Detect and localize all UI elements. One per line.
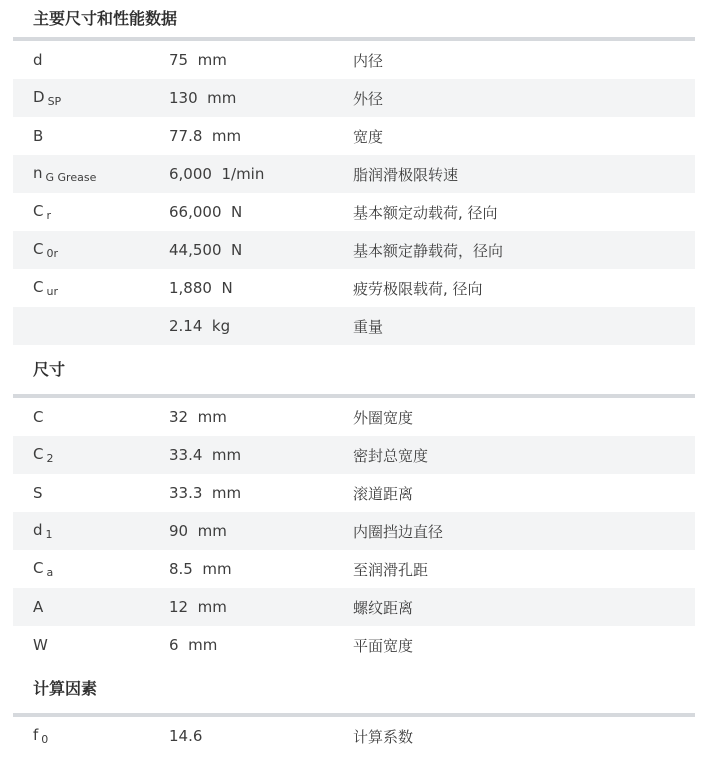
symbol: C bbox=[33, 240, 44, 258]
value-cell: 8.5 mm bbox=[169, 560, 232, 578]
description-cell: 螺纹距离 bbox=[353, 598, 414, 617]
symbol-cell bbox=[13, 588, 169, 626]
symbol-subscript: 0r bbox=[46, 247, 59, 260]
value-cell: 12 mm bbox=[169, 598, 227, 616]
symbol-subscript: ur bbox=[46, 285, 58, 298]
description-cell: 外圈宽度 bbox=[353, 408, 414, 427]
table-row bbox=[13, 550, 695, 588]
value-cell: 1,880 N bbox=[169, 279, 233, 297]
symbol-cell bbox=[13, 512, 169, 550]
symbol-cell bbox=[13, 436, 169, 474]
table-row bbox=[13, 41, 695, 79]
symbol-subscript: r bbox=[46, 209, 52, 222]
value-cell: 90 mm bbox=[169, 522, 227, 540]
symbol: C bbox=[33, 202, 44, 220]
symbol-cell bbox=[13, 550, 169, 588]
symbol: d bbox=[33, 51, 43, 69]
symbol-cell bbox=[13, 41, 169, 79]
table-row bbox=[13, 717, 695, 755]
symbol: W bbox=[33, 636, 48, 654]
symbol: C bbox=[33, 445, 44, 463]
symbol: B bbox=[33, 127, 44, 145]
spec-table-dimensions bbox=[13, 398, 695, 664]
description-cell: 计算系数 bbox=[353, 727, 414, 746]
symbol-cell bbox=[13, 231, 169, 269]
symbol: D bbox=[33, 88, 45, 106]
symbol-subscript: SP bbox=[47, 95, 62, 108]
description-cell: 至润滑孔距 bbox=[353, 560, 429, 579]
value-cell: 130 mm bbox=[169, 89, 237, 107]
symbol-cell bbox=[13, 117, 169, 155]
value-cell: 66,000 N bbox=[169, 203, 243, 221]
symbol-subscript: 0 bbox=[41, 733, 49, 746]
symbol-subscript: a bbox=[46, 566, 54, 579]
spec-table-calculation bbox=[13, 717, 695, 755]
symbol-cell bbox=[13, 269, 169, 307]
value-cell: 6 mm bbox=[169, 636, 218, 654]
description-cell: 基本额定动载荷, 径向 bbox=[353, 203, 498, 222]
symbol-subscript: 2 bbox=[46, 452, 54, 465]
symbol-cell bbox=[13, 307, 169, 345]
value-cell: 32 mm bbox=[169, 408, 227, 426]
description-cell: 密封总宽度 bbox=[353, 446, 429, 465]
value-cell: 33.4 mm bbox=[169, 446, 242, 464]
symbol: C bbox=[33, 278, 44, 296]
symbol: d bbox=[33, 521, 43, 539]
table-row bbox=[13, 474, 695, 512]
section-title-calculation-factors: 计算因素 bbox=[33, 679, 98, 698]
value-cell: 2.14 kg bbox=[169, 317, 231, 335]
description-cell: 宽度 bbox=[353, 127, 384, 146]
value-cell: 6,000 1/min bbox=[169, 165, 265, 183]
description-cell: 基本额定静载荷，径向 bbox=[353, 241, 504, 260]
description-cell: 脂润滑极限转速 bbox=[353, 165, 459, 184]
symbol-cell bbox=[13, 474, 169, 512]
table-row bbox=[13, 79, 695, 117]
symbol-subscript: 1 bbox=[45, 528, 53, 541]
symbol: A bbox=[33, 598, 44, 616]
symbol-cell bbox=[13, 155, 169, 193]
description-cell: 内圈挡边直径 bbox=[353, 522, 444, 541]
value-cell: 14.6 bbox=[169, 727, 203, 745]
value-cell: 33.3 mm bbox=[169, 484, 242, 502]
symbol-cell bbox=[13, 193, 169, 231]
description-cell: 疲劳极限载荷, 径向 bbox=[353, 279, 483, 298]
table-row bbox=[13, 155, 695, 193]
table-row bbox=[13, 588, 695, 626]
symbol: f bbox=[33, 726, 39, 744]
table-row bbox=[13, 269, 695, 307]
description-cell: 滚道距离 bbox=[353, 484, 414, 503]
symbol: C bbox=[33, 559, 44, 577]
section-title-dimensions: 尺寸 bbox=[33, 360, 66, 379]
table-row bbox=[13, 398, 695, 436]
symbol-cell bbox=[13, 398, 169, 436]
symbol: C bbox=[33, 408, 44, 426]
symbol-cell bbox=[13, 79, 169, 117]
table-row bbox=[13, 193, 695, 231]
description-cell: 重量 bbox=[353, 317, 384, 336]
description-cell: 内径 bbox=[353, 51, 384, 70]
value-cell: 75 mm bbox=[169, 51, 227, 69]
table-row bbox=[13, 512, 695, 550]
symbol: S bbox=[33, 484, 43, 502]
description-cell: 平面宽度 bbox=[353, 636, 414, 655]
section-title-main-dimensions: 主要尺寸和性能数据 bbox=[33, 9, 178, 28]
table-row bbox=[13, 231, 695, 269]
table-row bbox=[13, 436, 695, 474]
value-cell: 77.8 mm bbox=[169, 127, 242, 145]
symbol-cell bbox=[13, 626, 169, 664]
value-cell: 44,500 N bbox=[169, 241, 243, 259]
description-cell: 外径 bbox=[353, 89, 384, 108]
table-row bbox=[13, 626, 695, 664]
symbol-cell bbox=[13, 717, 169, 755]
symbol-subscript: G Grease bbox=[45, 171, 97, 184]
table-row bbox=[13, 117, 695, 155]
spec-table-main bbox=[13, 41, 695, 345]
table-row bbox=[13, 307, 695, 345]
symbol: n bbox=[33, 164, 43, 182]
